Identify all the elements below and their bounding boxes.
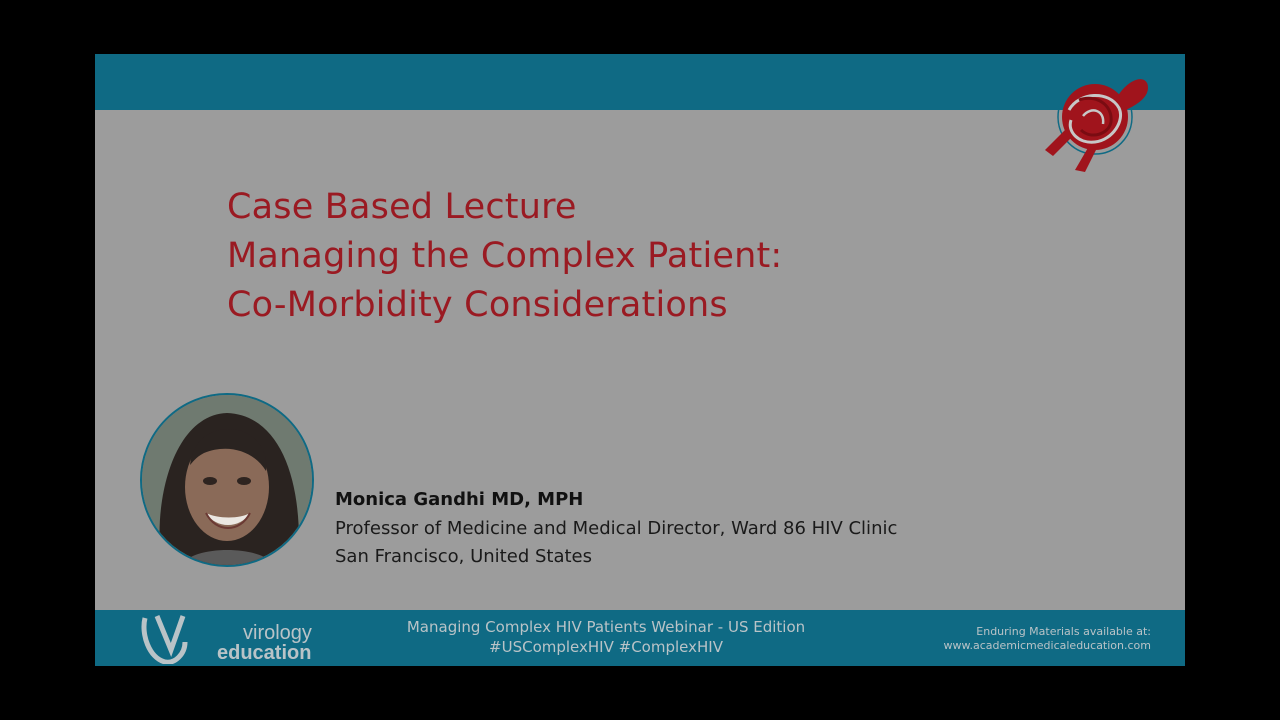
title-line-1: Case Based Lecture [227, 187, 577, 227]
title-line-2: Managing the Complex Patient: [227, 236, 783, 276]
webinar-title: Managing Complex HIV Patients Webinar - US Edition [406, 618, 806, 636]
speaker-location: San Francisco, United States [335, 546, 592, 567]
slide-title [227, 183, 782, 330]
presentation-slide [95, 54, 1185, 666]
hashtags: #USComplexHIV #ComplexHIV [489, 638, 723, 656]
hiv-ribbon-knot-icon [1039, 70, 1151, 174]
slide-header-bar [95, 54, 1185, 110]
brand-education-text: education [217, 642, 312, 664]
enduring-materials-label: Enduring Materials available at: [976, 625, 1151, 638]
brand-virology-text: virology [243, 622, 312, 644]
title-line-3: Co-Morbidity Considerations [227, 285, 728, 325]
enduring-materials-url: www.academicmedicaleducation.com [943, 639, 1151, 652]
slide-footer-bar [95, 610, 1185, 666]
speaker-name: Monica Gandhi MD, MPH [335, 489, 584, 510]
speaker-photo [140, 393, 314, 567]
speaker-role: Professor of Medicine and Medical Director, Ward 86 HIV Clinic [335, 518, 898, 539]
